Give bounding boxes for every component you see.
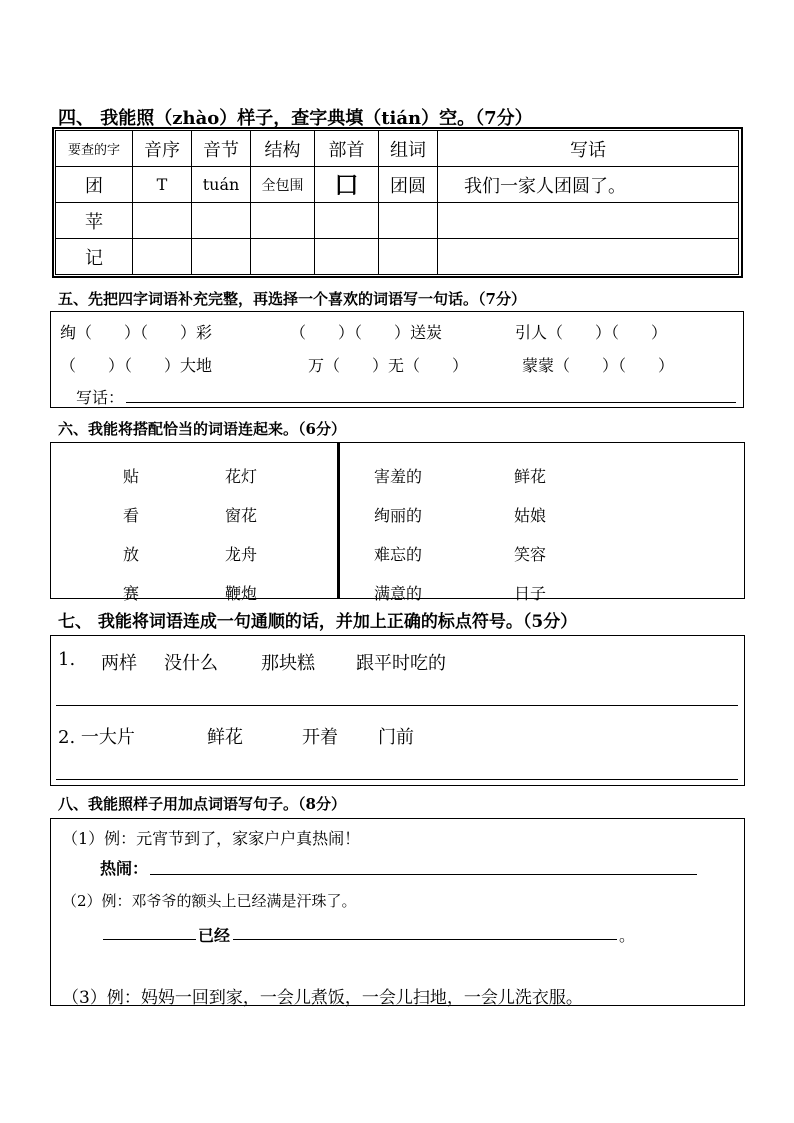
answer-line[interactable] bbox=[56, 705, 738, 706]
header-cell: 组词 bbox=[379, 131, 438, 167]
match-word[interactable]: 放 bbox=[123, 545, 140, 564]
header-cell: 要查的字 bbox=[56, 131, 133, 167]
table-cell: 苹 bbox=[56, 203, 133, 239]
match-word[interactable]: 看 bbox=[123, 506, 140, 525]
idiom-blank: 万（ ）无（ ） bbox=[308, 356, 469, 375]
header-cell: 写话 bbox=[438, 131, 739, 167]
idiom-blank: （ ）（ ）送炭 bbox=[290, 323, 443, 342]
answer-cell[interactable] bbox=[438, 239, 739, 275]
q2-word: 鲜花 bbox=[207, 727, 243, 748]
example-2: （2）例：邓爷爷的额头上已经满是汗珠了。 bbox=[62, 892, 357, 910]
key-word-1: 热闹： bbox=[100, 859, 149, 878]
idiom-blank: （ ）（ ）大地 bbox=[60, 356, 213, 375]
match-word[interactable]: 满意的 bbox=[374, 584, 423, 603]
example-3: （3）例：妈妈一回到家，一会儿煮饭，一会儿扫地，一会儿洗衣服。 bbox=[62, 988, 583, 1008]
header-cell: 音序 bbox=[133, 131, 192, 167]
answer-cell[interactable] bbox=[192, 239, 251, 275]
match-word[interactable]: 龙舟 bbox=[225, 545, 258, 564]
match-word[interactable]: 花灯 bbox=[225, 467, 258, 486]
match-word[interactable]: 鞭炮 bbox=[225, 584, 258, 603]
q1-word: 没什么 bbox=[164, 653, 218, 674]
answer-cell[interactable] bbox=[315, 239, 379, 275]
sentence-end: 。 bbox=[619, 926, 636, 945]
q1-word: 跟平时吃的 bbox=[356, 653, 446, 674]
divider bbox=[337, 443, 340, 598]
table-cell: 我们一家人团圆了。 bbox=[438, 167, 739, 203]
match-col-objects bbox=[225, 457, 257, 613]
match-word[interactable]: 窗花 bbox=[225, 506, 258, 525]
section-7-title: 七、 我能将词语连成一句通顺的话，并加上正确的标点符号。（5分） bbox=[58, 612, 578, 632]
table-cell: 全包围 bbox=[251, 167, 315, 203]
match-word[interactable]: 贴 bbox=[123, 467, 140, 486]
header-cell: 音节 bbox=[192, 131, 251, 167]
table-row bbox=[56, 239, 739, 275]
table-row bbox=[56, 203, 739, 239]
table-row bbox=[56, 167, 739, 203]
table-cell: tuán bbox=[192, 167, 251, 203]
match-word[interactable]: 笑容 bbox=[514, 545, 547, 564]
answer-cell[interactable] bbox=[251, 239, 315, 275]
answer-cell[interactable] bbox=[133, 239, 192, 275]
q2-word: 开着 bbox=[302, 727, 338, 748]
section-8-title: 八、我能照样子用加点词语写句子。（8分） bbox=[58, 795, 346, 813]
answer-cell[interactable] bbox=[133, 203, 192, 239]
match-word[interactable]: 难忘的 bbox=[374, 545, 423, 564]
answer-line[interactable] bbox=[103, 939, 196, 940]
header-cell: 部首 bbox=[315, 131, 379, 167]
answer-cell[interactable] bbox=[192, 203, 251, 239]
section-6-title: 六、我能将搭配恰当的词语连起来。（6分） bbox=[58, 420, 346, 438]
example-1: （1）例：元宵节到了，家家户户真热闹！ bbox=[62, 829, 361, 848]
answer-line[interactable] bbox=[150, 874, 697, 875]
dictionary-table bbox=[55, 130, 739, 275]
match-col-verbs bbox=[123, 457, 139, 613]
section-4-title: 四、 我能照（zhào）样子，查字典填（tián）空。（7分） bbox=[58, 108, 533, 129]
q2-word: 2. 一大片 bbox=[58, 727, 135, 748]
table-cell: 团圆 bbox=[379, 167, 438, 203]
answer-cell[interactable] bbox=[379, 203, 438, 239]
answer-line[interactable] bbox=[56, 779, 738, 780]
table-header-row bbox=[56, 131, 739, 167]
idiom-blank: 引人（ ）（ ） bbox=[515, 323, 668, 342]
radical-cell: 囗 bbox=[315, 167, 379, 203]
table-cell: 团 bbox=[56, 167, 133, 203]
q2-word: 门前 bbox=[378, 727, 414, 748]
key-word-2: 已经 bbox=[198, 926, 231, 945]
table-cell: T bbox=[133, 167, 192, 203]
answer-cell[interactable] bbox=[438, 203, 739, 239]
answer-cell[interactable] bbox=[251, 203, 315, 239]
header-cell: 结构 bbox=[251, 131, 315, 167]
match-word[interactable]: 日子 bbox=[514, 584, 547, 603]
match-word[interactable]: 姑娘 bbox=[514, 506, 547, 525]
match-word[interactable]: 鲜花 bbox=[514, 467, 547, 486]
match-word[interactable]: 绚丽的 bbox=[374, 506, 423, 525]
q1-word: 那块糕 bbox=[261, 653, 315, 674]
q1-number: 1. bbox=[58, 649, 76, 670]
match-col-adjectives bbox=[374, 457, 422, 613]
match-word[interactable]: 害羞的 bbox=[374, 467, 423, 486]
answer-cell[interactable] bbox=[315, 203, 379, 239]
section-5-title: 五、先把四字词语补充完整，再选择一个喜欢的词语写一句话。（7分） bbox=[58, 290, 526, 308]
table-cell: 记 bbox=[56, 239, 133, 275]
idiom-blank: 绚（ ）（ ）彩 bbox=[60, 323, 213, 342]
write-line[interactable] bbox=[126, 402, 736, 403]
write-label: 写话： bbox=[76, 388, 125, 407]
answer-cell[interactable] bbox=[379, 239, 438, 275]
match-word[interactable]: 赛 bbox=[123, 584, 140, 603]
q1-word: 两样 bbox=[101, 653, 137, 674]
match-col-nouns bbox=[514, 457, 546, 613]
idiom-blank: 蒙蒙（ ）（ ） bbox=[522, 356, 675, 375]
answer-line[interactable] bbox=[233, 939, 617, 940]
